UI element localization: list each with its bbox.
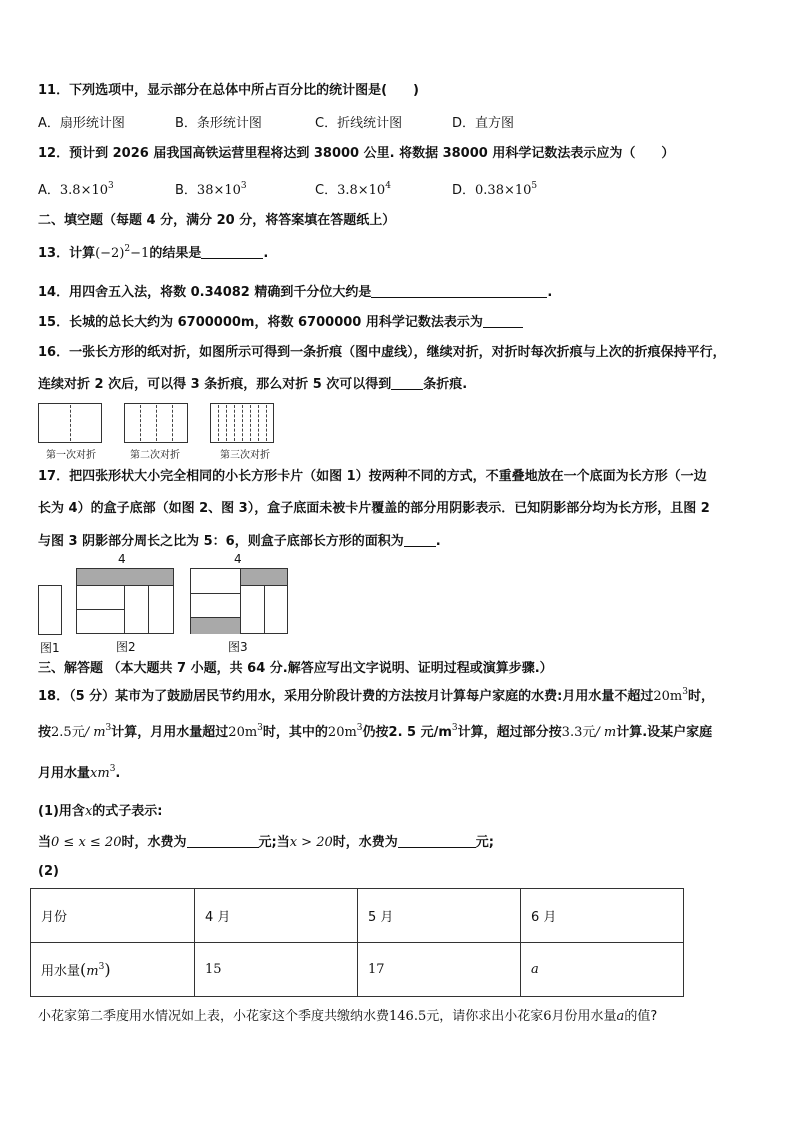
table-header-row bbox=[31, 889, 684, 943]
q11-option-c: C．折线统计图 bbox=[315, 116, 403, 131]
table-cell: 15 bbox=[195, 943, 358, 997]
q14-answer-blank bbox=[371, 283, 547, 298]
q18-answer-blank-2 bbox=[398, 833, 476, 848]
q16-line1: 16．一张长方形的纸对折，如图所示可得到一条折痕（图中虚线），继续对折，对折时每次折痕与上次的折痕保持平行， bbox=[38, 345, 726, 360]
q17-answer-blank bbox=[404, 532, 436, 547]
q12-stem: 12．预计到 2026 届我国高铁运营里程将达到 38000 公里. 将数据 38000 用科学记数法表示应为（ ） bbox=[38, 146, 675, 161]
q17-line2: 长为 4）的盒子底部（如图 2、图 3），盒子底面未被卡片覆盖的部分用阴影表示．已知阴影部分均为长方形，且图 2 bbox=[38, 501, 710, 516]
q18-part1-line: 当0 ≤ x ≤ 20时，水费为 元;当x > 20时，水费为 元; bbox=[38, 835, 494, 850]
q11-option-b: B．条形统计图 bbox=[175, 116, 262, 131]
table-row bbox=[31, 943, 684, 997]
q11-stem: 11．下列选项中，显示部分在总体中所占百分比的统计图是( ) bbox=[38, 83, 419, 98]
q18-final-question: 小花家第二季度用水情况如上表，小花家这个季度共缴纳水费146.5元，请你求出小花家6月份用水量a的值? bbox=[38, 1009, 658, 1024]
table-header-cell: 月份 bbox=[31, 889, 195, 943]
q12-option-c: C．$3.8\times 10^4$ bbox=[315, 181, 391, 198]
shaded-region-top bbox=[240, 569, 287, 586]
table-cell: 17 bbox=[358, 943, 521, 997]
q14: 14．用四舍五入法，将数 0.34082 精确到千分位大约是 . bbox=[38, 285, 553, 300]
q11-option-d: D．直方图 bbox=[452, 116, 515, 131]
q16-line2: 连续对折 2 次后，可以得 3 条折痕，那么对折 5 次可以得到 条折痕. bbox=[38, 377, 468, 392]
q18-line1: 18．（5 分）某市为了鼓励居民节约用水，采用分阶段计费的方法按月计算每户家庭的水费:月用水量不超过$20m^3$时， bbox=[38, 687, 714, 704]
section-3-heading: 三、解答题 （本大题共 7 小题，共 64 分.解答应写出文字说明、证明过程或演算步骤.） bbox=[38, 661, 553, 676]
water-usage-table bbox=[30, 888, 684, 997]
table-cell: a bbox=[521, 943, 684, 997]
q12-option-d: D．$0.38\times 10^5$ bbox=[452, 181, 538, 198]
q18-answer-blank-1 bbox=[187, 833, 259, 848]
shaded-region-bottom bbox=[191, 617, 240, 634]
q18-line3: 月用水量$xm^3$. bbox=[38, 764, 121, 781]
q15: 15．长城的总长大约为 6700000m，将数 6700000 用科学记数法表示为 bbox=[38, 313, 523, 332]
table-header-cell: 5 月 bbox=[358, 889, 521, 943]
shaded-region bbox=[77, 569, 173, 586]
table-header-cell: 6 月 bbox=[521, 889, 684, 943]
q17-line3: 与图 3 阴影部分周长之比为 5：6，则盒子底部长方形的面积为 . bbox=[38, 534, 441, 549]
section-2-heading: 二、填空题（每题 4 分，满分 20 分，将答案填在答题纸上） bbox=[38, 213, 396, 228]
q15-answer-blank bbox=[483, 313, 523, 328]
q13: 13．计算$(-2)^2-1$的结果是 . bbox=[38, 244, 269, 261]
q11-option-a: A．扇形统计图 bbox=[38, 116, 125, 131]
q12-option-b: B．$38\times 10^3$ bbox=[175, 181, 247, 198]
q16-answer-blank bbox=[391, 375, 423, 390]
q18-part1-label: (1)用含x的式子表示: bbox=[38, 804, 163, 819]
q18-line2: 按2.5元/ $m^3$计算，月用水量超过$20m^3$时，其中的$20m^3$仍按2. 5 元$/m^3$计算，超过部分按3.3元/ m计算.设某户家庭 bbox=[38, 723, 713, 740]
q18-part2-label: (2) bbox=[38, 864, 59, 879]
table-header-cell: 4 月 bbox=[195, 889, 358, 943]
q12-option-a: A．$3.8\times 10^3$ bbox=[38, 181, 114, 198]
q17-line1: 17．把四张形状大小完全相同的小长方形卡片（如图 1）按两种不同的方式，不重叠地放在一个底面为长方形（一边 bbox=[38, 469, 707, 484]
table-row-label: 用水量$(m^3)$ bbox=[31, 943, 195, 997]
q13-answer-blank bbox=[201, 244, 263, 259]
